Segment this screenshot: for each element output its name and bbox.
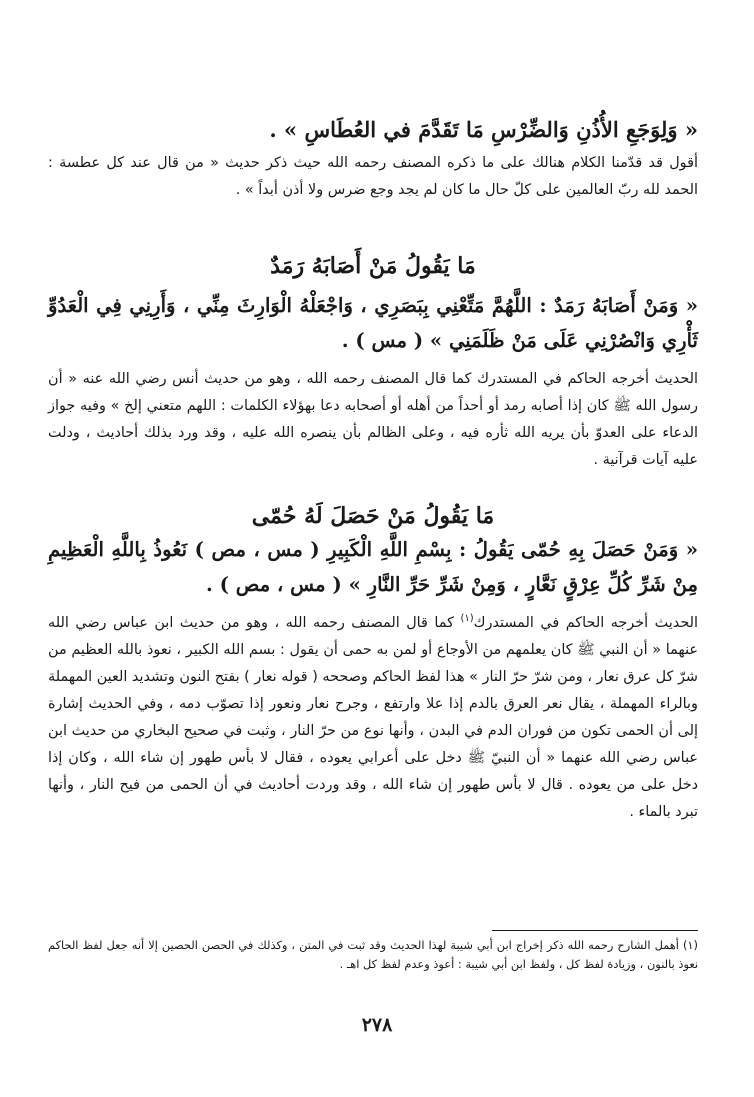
footnote: (١) أهمل الشارح رحمه الله ذكر إخراج ابن أبي شيبة لهذا الحديث وقد ثبت في المتن ، وكذلك في الحصن الحصين إلا أنه جعل لفظ الحاكم نعوذ بالنون ، وزيادة لفظ كل ، ولفظ ابن أبي شيبة : أعوذ وعدم لفظ كل اهـ . <box>48 938 698 971</box>
hadith-humma: « وَمَنْ حَصَلَ بِهِ حُمّى يَقُولُ : بِسْمِ اللَّهِ الْكَبِيرِ ( مس ، مص ) نَعُوذُ بِاللَّهِ الْعَظِيمِ مِنْ شَرِّ كُلِّ عِرْقٍ نَعَّارٍ ، وَمِنْ شَرِّ حَرِّ النَّارِ » ( مس ، مص ) . <box>48 538 698 596</box>
footnote-divider <box>492 930 698 931</box>
section-heading-humma: مَا يَقُولُ مَنْ حَصَلَ لَهُ حُمّى <box>251 503 495 529</box>
commentary-humma-part-2: كما قال المصنف رحمه الله ، وهو من حديث ابن عباس رضي الله عنهما « أن النبي ﷺ كان يعلمهم من الأوجاع أو لمن به حمى أن يقول : بسم الله الكبير ، نعوذ بالله العظيم من شرّ كل عرق نعار ، ومن شرّ حرّ النار » هذا لفظ الحاكم وصححه ( قوله نعار ) بفتح النون وتشديد العين المهملة وبالراء المهملة ، يقال نعر العرق بالدم إذا علا وارتفع ، وجرح نعار ونعور إذا تصوّب دمه ، وفي الحديث إشارة إلى أن الحمى تكون من فوران الدم في البدن ، وأنها نوع من حرّ النار ، وثبت في صحيح البخاري من حديث ابن عباس رضي الله عنهما « أن النبيّ ﷺ دخل على أعرابي يعوده ، فقال لا بأس طهور إن شاء الله ، وكان إذا دخل على من يعوده . قال لا بأس طهور إن شاء الله ، وقد وردت أحاديث في أن الحمى من فيح النار ، وأنها تبرد بالماء . <box>48 615 698 820</box>
section-heading-ramad: مَا يَقُولُ مَنْ أَصَابَهُ رَمَدٌ <box>270 253 476 279</box>
hadith-ramad: « وَمَنْ أَصَابَهُ رَمَدٌ : اللَّهُمَّ مَتِّعْنِي بِبَصَرِي ، وَاجْعَلْهُ الْوَارِثَ مِنِّي ، وَأَرِنِي فِي الْعَدُوِّ ثَأْرِي وَانْصُرْنِي عَلَى مَنْ ظَلَمَنِي » ( مس ) . <box>48 294 698 352</box>
commentary-paragraph-1: أقول قد قدّمنا الكلام هنالك على ما ذكره المصنف رحمه الله حيث ذكر حديث « من قال عند كل عطسة : الحمد لله ربّ العالمين على كلّ حال ما كان لم يجد وجع ضرس ولا أذن أبداً » . <box>48 155 698 198</box>
commentary-humma-part-1: الحديث أخرجه الحاكم في المستدرك <box>473 615 698 631</box>
commentary-paragraph-ramad: الحديث أخرجه الحاكم في المستدرك كما قال المصنف رحمه الله ، وهو من حديث أنس رضي الله عنه « أن رسول الله ﷺ كان إذا أصابه رمد أو أحداً من أهله أو أصحابه دعا بهؤلاء الكلمات : اللهم متعني إلخ » وفيه جواز الدعاء على العدوّ بأن يريه الله ثأره فيه ، وعلى الظالم بأن ينصره الله عليه ، وقد ورد بذلك أحاديث ، ودلت عليه آيات قرآنية . <box>48 371 698 468</box>
page-number: ٢٧٨ <box>361 1014 393 1036</box>
commentary-paragraph-humma <box>48 610 698 826</box>
footnote-reference: (١) <box>460 613 474 625</box>
opening-quote: « وَلِوَجَعِ الأُذُنِ وَالضِّرْسِ مَا تَقَدَّمَ في العُطَاسِ » . <box>269 117 698 142</box>
